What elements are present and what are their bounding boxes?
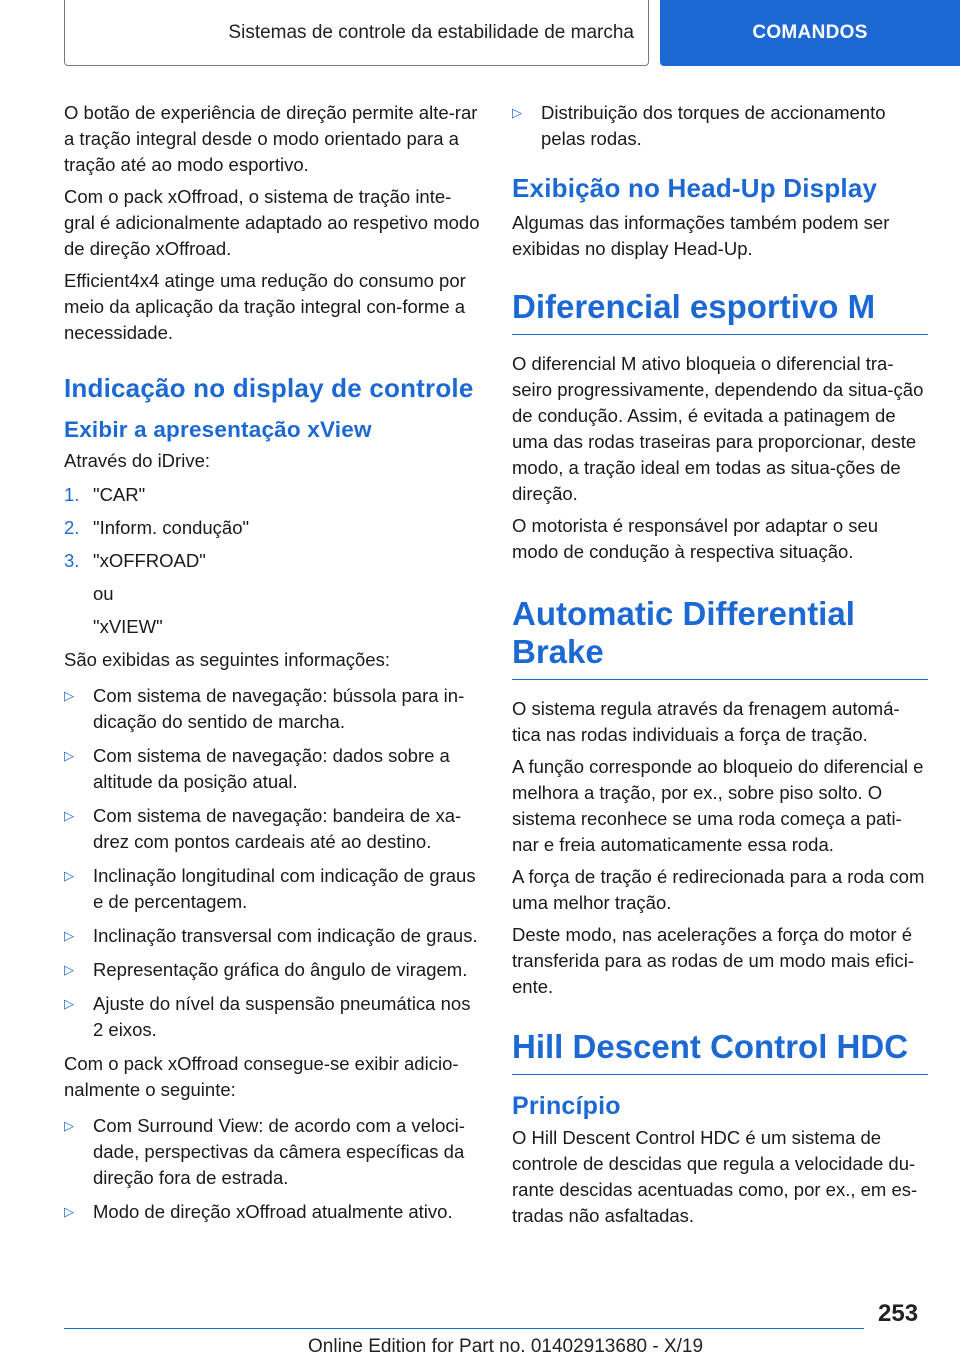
paragraph: Efficient4x4 atinge uma redução do consumo por meio da aplicação da tração integral con-forme a necessidade. — [64, 270, 466, 343]
triangle-bullet-icon: ▷ — [64, 962, 74, 977]
paragraph: Através do iDrive: — [64, 450, 210, 471]
step-number: 1. — [64, 484, 80, 505]
info-bullet-list — [64, 683, 480, 1043]
step-alt-ou: ou — [93, 583, 114, 604]
heading-head-up-display: Exibição no Head-Up Display — [512, 173, 878, 203]
triangle-bullet-icon: ▷ — [64, 1118, 74, 1133]
list-item: ▷ Com Surround View: de acordo com a veloci-dade, perspectivas da câmera específicas da direção fora de estrada. — [64, 1113, 480, 1191]
paragraph: Deste modo, nas acelerações a força do motor é transferida para as rodas de um modo mais efici-ente. — [512, 924, 915, 997]
step-item — [64, 515, 480, 541]
paragraph: A função corresponde ao bloqueio do diferencial e melhora a tração, por ex., sobre piso solto. O sistema reconhece se uma roda começa a pati-nar e freia automaticamente essa roda. — [512, 756, 924, 855]
step-alt-xview: "xVIEW" — [93, 616, 163, 637]
triangle-bullet-icon: ▷ — [64, 996, 74, 1011]
list-item: ▷ Com sistema de navegação: bússola para in-dicação do sentido de marcha. — [64, 683, 480, 735]
step-item — [64, 548, 480, 574]
heading-indicacao: Indicação no display de controle — [64, 373, 474, 403]
triangle-bullet-icon: ▷ — [64, 688, 74, 703]
list-item: ▷ Com sistema de navegação: bandeira de xa-drez com pontos cardeais até ao destino. — [64, 803, 480, 855]
triangle-bullet-icon: ▷ — [64, 868, 74, 883]
triangle-bullet-icon: ▷ — [512, 105, 522, 120]
paragraph: O Hill Descent Control HDC é um sistema de controle de descidas que regula a velocidade du-rante descidas acentuadas como, por ex., em es-tradas não asfaltadas. — [512, 1127, 918, 1226]
heading-diferencial-esportivo: Diferencial esportivo M — [512, 288, 928, 335]
paragraph: São exibidas as seguintes informações: — [64, 649, 390, 670]
left-column — [64, 100, 480, 1233]
triangle-bullet-icon: ▷ — [64, 928, 74, 943]
list-item: ▷ Inclinação longitudinal com indicação de graus e de percentagem. — [64, 863, 480, 915]
footer-divider — [64, 1328, 864, 1329]
section-title: Sistemas de controle da estabilidade de marcha — [228, 21, 634, 43]
step-number: 3. — [64, 550, 80, 571]
page-number: 253 — [878, 1300, 919, 1327]
paragraph: Com o pack xOffroad consegue-se exibir adicio-nalmente o seguinte: — [64, 1053, 459, 1100]
step-text: "CAR" — [93, 484, 146, 505]
paragraph: O motorista é responsável por adaptar o seu modo de condução à respectiva situação. — [512, 515, 879, 562]
list-item: ▷ Distribuição dos torques de accionamento pelas rodas. — [512, 100, 928, 152]
chapter-title: COMANDOS — [752, 22, 868, 43]
steps-list — [64, 482, 480, 640]
heading-exibir-xview: Exibir a apresentação xView — [64, 417, 372, 442]
list-item: ▷ Modo de direção xOffroad atualmente ativo. — [64, 1199, 480, 1225]
step-item — [64, 482, 480, 508]
triangle-bullet-icon: ▷ — [64, 808, 74, 823]
xoffroad-bullet-list — [64, 1113, 480, 1225]
list-item: ▷ Com sistema de navegação: dados sobre a altitude da posição atual. — [64, 743, 480, 795]
list-item: ▷ Inclinação transversal com indicação de graus. — [64, 923, 480, 949]
paragraph: O sistema regula através da frenagem automá-tica nas rodas individuais a força de tração. — [512, 698, 900, 745]
triangle-bullet-icon: ▷ — [64, 1204, 74, 1219]
heading-automatic-differential-brake: Automatic Differential Brake — [512, 595, 928, 680]
right-column — [512, 100, 928, 1235]
heading-hill-descent-control: Hill Descent Control HDC — [512, 1028, 928, 1075]
step-number: 2. — [64, 517, 80, 538]
paragraph: O botão de experiência de direção permite alte-rar a tração integral desde o modo orientado para a tração até ao modo esportivo. — [64, 102, 478, 175]
paragraph: A força de tração é redirecionada para a roda com uma melhor tração. — [512, 866, 925, 913]
footer-edition: Online Edition for Part no. 01402913680 - X/19 — [308, 1336, 704, 1357]
chapter-tab[interactable] — [660, 0, 960, 66]
step-text: "xOFFROAD" — [93, 550, 206, 571]
paragraph: O diferencial M ativo bloqueia o diferencial tra-seiro progressivamente, dependendo da situa-ção de condução. Assim, é evitada a patinagem de uma das rodas traseiras para proporcionar, deste modo, a tração ideal em todas as situa-ções de direção. — [512, 353, 924, 504]
heading-principio: Princípio — [512, 1092, 621, 1120]
section-header — [64, 0, 649, 66]
step-text: "Inform. condução" — [93, 517, 250, 538]
paragraph: Com o pack xOffroad, o sistema de tração inte-gral é adicionalmente adaptado ao respetivo modo de direção xOffroad. — [64, 186, 480, 259]
paragraph: Algumas das informações também podem ser exibidas no display Head-Up. — [512, 212, 890, 259]
list-item: ▷ Ajuste do nível da suspensão pneumática nos 2 eixos. — [64, 991, 480, 1043]
triangle-bullet-icon: ▷ — [64, 748, 74, 763]
list-item: ▷ Representação gráfica do ângulo de viragem. — [64, 957, 480, 983]
